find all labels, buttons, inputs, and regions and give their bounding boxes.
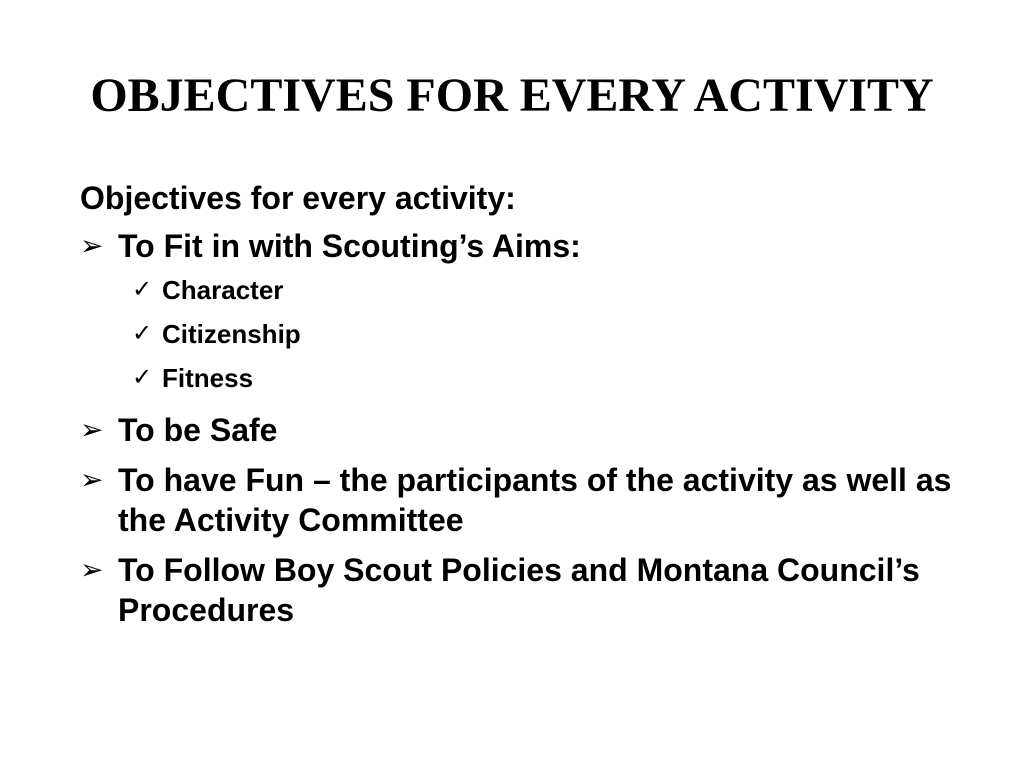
checkmark-icon: ✓ [132, 364, 153, 391]
sub-bullet-item [80, 356, 960, 400]
sub-bullet-text: Citizenship [162, 319, 301, 349]
bullet-item [80, 460, 960, 540]
bullet-item [80, 550, 960, 630]
intro-text: Objectives for every activity: [80, 180, 516, 216]
bullet-item [80, 226, 960, 266]
checkmark-icon: ✓ [132, 320, 153, 347]
bullet-text: To be Safe [118, 412, 278, 448]
sub-bullet-text: Fitness [162, 363, 254, 393]
slide-title: OBJECTIVES FOR EVERY ACTIVITY [90, 69, 934, 122]
bullet-item [80, 410, 960, 450]
arrowhead-bullet-icon: ➢ [80, 464, 104, 495]
sub-bullet-item [80, 268, 960, 312]
bullet-text: To have Fun – the participants of the activity as well as the Activity Committee [118, 462, 952, 538]
arrowhead-bullet-icon: ➢ [80, 414, 104, 445]
bullet-text: To Fit in with Scouting’s Aims: [118, 228, 581, 264]
bullet-text: To Follow Boy Scout Policies and Montana Council’s Procedures [118, 552, 920, 628]
arrowhead-bullet-icon: ➢ [80, 230, 104, 261]
sub-bullet-item [80, 312, 960, 356]
slide-body [80, 176, 960, 630]
sub-bullet-text: Character [162, 275, 284, 305]
arrowhead-bullet-icon: ➢ [80, 554, 104, 585]
checkmark-icon: ✓ [132, 276, 153, 303]
